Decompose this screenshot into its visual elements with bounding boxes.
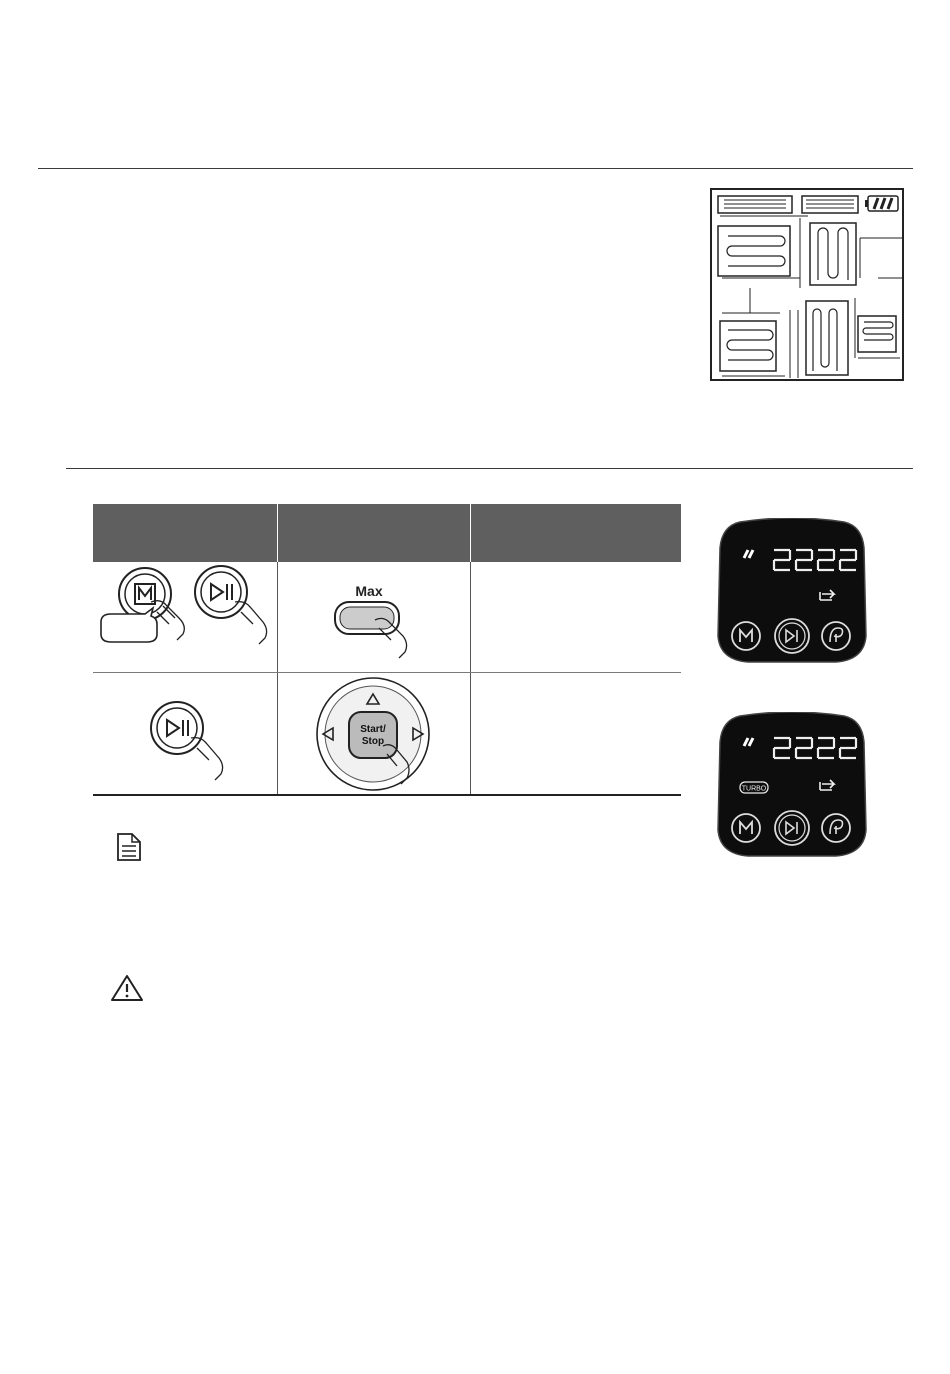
table-body xyxy=(93,562,681,796)
table-row-1-description xyxy=(473,570,679,666)
header-cell-robot xyxy=(93,504,277,562)
header-cell-description xyxy=(470,504,682,562)
play-pause-icon xyxy=(151,702,203,754)
header-cell-remote xyxy=(277,504,471,562)
mode-table xyxy=(93,504,681,796)
max-button-label: Max xyxy=(355,583,383,599)
robot-display-panel-normal xyxy=(716,518,868,664)
play-pause-icon xyxy=(195,566,247,618)
start-stop-label-line1: Start/ xyxy=(360,724,386,735)
table-row-2-description xyxy=(473,682,679,786)
table-header xyxy=(93,504,681,562)
note-icon xyxy=(116,832,142,862)
cleaning-pattern-illustration xyxy=(710,188,915,383)
warning-triangle-icon xyxy=(110,974,144,1002)
start-stop-label-line2: Stop xyxy=(361,736,385,747)
table-row-1-remote-max xyxy=(279,562,469,672)
table-row-1-robot-buttons xyxy=(95,562,275,672)
table-row-2-remote-start-stop xyxy=(279,674,469,792)
section-divider-top xyxy=(38,168,913,169)
table-row-2-robot-button xyxy=(95,674,275,792)
m-button-icon xyxy=(119,568,171,620)
section-divider-table xyxy=(66,468,913,469)
robot-display-panel-turbo xyxy=(716,712,868,858)
turbo-badge: TURBO xyxy=(741,785,767,793)
battery-icon xyxy=(865,196,898,211)
